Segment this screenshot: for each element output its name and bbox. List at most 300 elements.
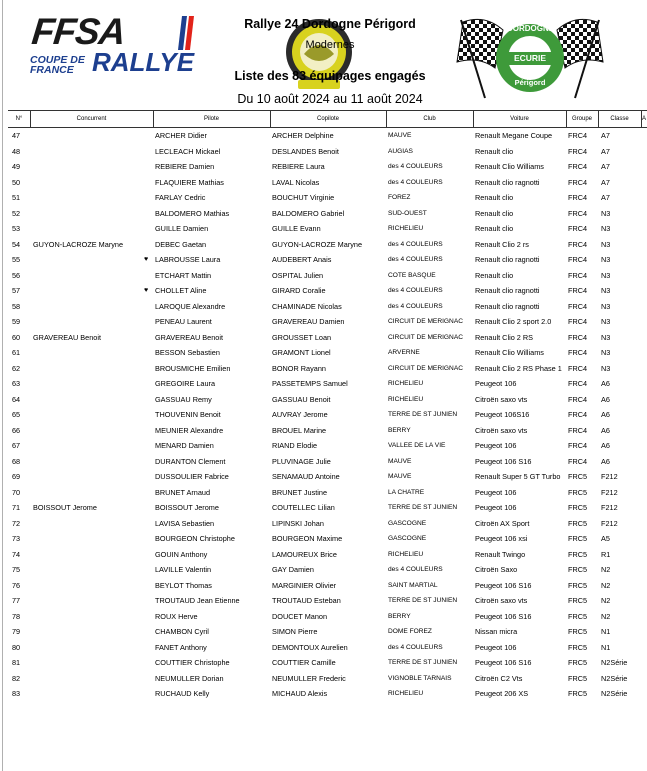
table-row <box>8 500 647 516</box>
table-row <box>8 237 647 253</box>
table-row <box>8 547 647 563</box>
cell-classe: A6 <box>601 456 610 466</box>
cell-voiture: Renault clio ragnotti <box>475 301 540 311</box>
cell-classe: A7 <box>601 162 610 171</box>
cell-copilote: DEMONTOUX Aurelien <box>272 642 348 652</box>
cell-copilote: SIMON Pierre <box>272 627 318 636</box>
cell-classe: A6 <box>601 425 610 435</box>
cell-no: 63 <box>12 379 21 388</box>
cell-club: BERRY <box>388 426 411 434</box>
cell-club: TERRE DE ST JUNIEN <box>388 411 458 418</box>
cell-no: 80 <box>12 642 21 652</box>
cell-pilote: GOUIN Anthony <box>155 549 208 559</box>
cell-no: 50 <box>12 177 21 187</box>
table-row <box>8 578 647 594</box>
cell-voiture: Renault Twingo <box>475 549 526 559</box>
cell-no: 67 <box>12 441 21 450</box>
cell-groupe: FRC4 <box>568 425 588 435</box>
cell-copilote: GUILLE Evann <box>272 224 321 233</box>
table-row <box>8 640 647 656</box>
page-left-border <box>2 0 3 771</box>
col-header-club: Club <box>423 116 436 122</box>
cell-club: des 4 COULEURS <box>388 566 443 573</box>
cell-groupe: FRC4 <box>568 162 588 171</box>
cell-no: 75 <box>12 565 21 574</box>
table-row <box>8 469 647 485</box>
cell-no: 58 <box>12 301 21 311</box>
cell-pilote: RUCHAUD Kelly <box>155 689 210 698</box>
cell-groupe: FRC5 <box>568 472 588 481</box>
table-row <box>8 671 647 687</box>
cell-classe: N3 <box>601 270 611 280</box>
cell-copilote: TROUTAUD Esteban <box>272 596 341 605</box>
cell-voiture: Renault clio <box>475 224 514 233</box>
cell-concurrent: GUYON-LACROZE Maryne <box>33 239 124 249</box>
col-header-groupe: Groupe <box>571 116 592 122</box>
cell-no: 56 <box>12 270 21 280</box>
cell-copilote: DESLANDES Benoit <box>272 146 339 156</box>
cell-club: MAUVE <box>388 457 412 465</box>
table-body <box>8 128 647 702</box>
cell-groupe: FRC4 <box>568 131 588 140</box>
cell-no: 68 <box>12 456 21 466</box>
event-subtitle: Modernes <box>305 39 355 51</box>
cell-no: 78 <box>12 611 21 621</box>
col-header-copilote: Copilote <box>316 116 339 122</box>
cell-groupe: FRC5 <box>568 658 588 667</box>
cell-classe: A7 <box>601 177 610 187</box>
cell-no: 62 <box>12 363 21 373</box>
cell-voiture: Renault clio ragnotti <box>475 286 540 295</box>
cell-classe: N3 <box>601 224 611 233</box>
cell-no: 60 <box>12 332 21 342</box>
cell-pilote: FANET Anthony <box>155 642 207 652</box>
cell-groupe: FRC5 <box>568 534 588 543</box>
cell-pilote: DEBEC Gaetan <box>155 239 207 249</box>
cell-club: TERRE DE ST JUNIEN <box>388 659 458 666</box>
cell-copilote: PASSETEMPS Samuel <box>272 379 348 388</box>
cell-groupe: FRC5 <box>568 565 588 574</box>
ecurie-dordogne-logo <box>455 12 605 102</box>
col-header-concurrent: Concurrent <box>76 116 107 122</box>
cell-no: 64 <box>12 394 21 404</box>
cell-no: 73 <box>12 534 21 543</box>
table-row <box>8 159 647 175</box>
ffsa-stripes-icon <box>178 16 194 50</box>
table-row <box>8 283 647 299</box>
table-row <box>8 407 647 423</box>
cell-classe: F212 <box>601 503 618 512</box>
cell-pilote: NEUMULLER Dorian <box>155 673 224 683</box>
table-row <box>8 655 647 671</box>
cell-voiture: Renault Super 5 GT Turbo <box>475 472 561 481</box>
cell-club: BERRY <box>388 612 411 620</box>
col-header-pilote: Pilote <box>203 116 219 122</box>
cell-club: ARVERNE <box>388 349 420 356</box>
cell-groupe: FRC5 <box>568 487 588 497</box>
table-row <box>8 190 647 206</box>
cell-voiture: Peugeot 106 S16 <box>475 658 532 667</box>
cell-voiture: Renault clio <box>475 208 514 218</box>
cell-pilote: BRUNET Arnaud <box>155 487 211 497</box>
cell-classe: N2 <box>601 611 611 621</box>
cell-pilote: GASSUAU Remy <box>155 394 212 404</box>
cell-classe: N2 <box>601 596 611 605</box>
cell-groupe: FRC5 <box>568 642 588 652</box>
cell-copilote: GIRARD Coralie <box>272 286 326 295</box>
cell-pilote: LAVILLE Valentin <box>155 565 212 574</box>
table-row <box>8 438 647 454</box>
cell-classe: F212 <box>601 518 618 528</box>
cell-pilote: TROUTAUD Jean Etienne <box>155 596 240 605</box>
cell-groupe: FRC4 <box>568 146 588 156</box>
cell-voiture: Renault Clio Williams <box>475 348 544 357</box>
table-row <box>8 252 647 268</box>
cell-club: RICHELIEU <box>388 690 424 697</box>
table-row <box>8 609 647 625</box>
cell-copilote: REBIERE Laura <box>272 162 325 171</box>
cell-club: des 4 COULEURS <box>388 178 443 186</box>
cell-groupe: FRC4 <box>568 193 588 202</box>
cell-classe: N1 <box>601 642 611 652</box>
table-row <box>8 376 647 392</box>
cell-groupe: FRC5 <box>568 580 588 590</box>
cell-voiture: Peugeot 106 <box>475 379 517 388</box>
cell-groupe: FRC5 <box>568 549 588 559</box>
col-header-no: N° <box>15 116 23 122</box>
cell-copilote: LIPINSKI Johan <box>272 518 324 528</box>
cell-pilote: GRAVEREAU Benoit <box>155 332 223 342</box>
cell-voiture: Nissan micra <box>475 627 518 636</box>
event-dates: Du 10 août 2024 au 11 août 2024 <box>237 92 423 106</box>
cell-female-marker: ♥ <box>144 287 149 294</box>
table-row <box>8 624 647 640</box>
cell-copilote: GRAMONT Lionel <box>272 348 331 357</box>
cell-classe: N3 <box>601 239 611 249</box>
col-header-classe: Classe <box>610 116 629 122</box>
cell-club: VIGNOBLE TARNAIS <box>388 674 452 682</box>
cell-no: 70 <box>12 487 21 497</box>
cell-groupe: FRC4 <box>568 379 588 388</box>
cell-no: 76 <box>12 580 21 590</box>
cell-classe: N3 <box>601 301 611 311</box>
cell-copilote: GAY Damien <box>272 565 314 574</box>
cell-groupe: FRC4 <box>568 255 588 264</box>
cell-club: GASCOGNE <box>388 519 427 527</box>
cell-no: 52 <box>12 208 21 218</box>
cell-voiture: Peugeot 206 XS <box>475 689 529 698</box>
logo-bottom-text: Périgord <box>514 78 546 87</box>
table-row <box>8 175 647 191</box>
cell-groupe: FRC4 <box>568 239 588 249</box>
table-row <box>8 392 647 408</box>
cell-pilote: BALDOMERO Mathias <box>155 208 230 218</box>
cell-pilote: GREGOIRE Laura <box>155 379 216 388</box>
cell-copilote: SENAMAUD Antoine <box>272 472 340 481</box>
cell-club: CIRCUIT DE MERIGNAC <box>388 364 463 372</box>
table-row <box>8 330 647 346</box>
cell-no: 49 <box>12 162 21 171</box>
cell-no: 48 <box>12 146 21 156</box>
cell-classe: A7 <box>601 131 610 140</box>
cell-copilote: GASSUAU Benoit <box>272 394 331 404</box>
cell-club: des 4 COULEURS <box>388 163 443 170</box>
cell-no: 65 <box>12 410 21 419</box>
cell-copilote: CHAMINADE Nicolas <box>272 301 342 311</box>
cell-voiture: Citroën Saxo <box>475 565 518 574</box>
cell-copilote: LAMOUREUX Brice <box>272 549 337 559</box>
cell-classe: N3 <box>601 255 611 264</box>
cell-copilote: DOUCET Manon <box>272 611 328 621</box>
cell-copilote: BROUEL Marine <box>272 425 327 435</box>
cell-classe: F212 <box>601 472 618 481</box>
cell-club: DOME FOREZ <box>388 628 432 635</box>
cell-club: COTE BASQUE <box>388 271 436 279</box>
cell-club: des 4 COULEURS <box>388 240 443 248</box>
cell-copilote: AUVRAY Jerome <box>272 410 328 419</box>
cell-classe: A5 <box>601 534 610 543</box>
cell-classe: A6 <box>601 394 610 404</box>
cell-voiture: Renault clio <box>475 193 514 202</box>
cell-voiture: Citroën saxo vts <box>475 394 528 404</box>
cell-pilote: MEUNIER Alexandre <box>155 425 224 435</box>
cell-no: 74 <box>12 549 21 559</box>
cell-copilote: LAVAL Nicolas <box>272 177 320 187</box>
cell-pilote: LECLEACH Mickael <box>155 146 221 156</box>
cell-classe: A7 <box>601 146 610 156</box>
cell-classe: N3 <box>601 208 611 218</box>
cell-groupe: FRC5 <box>568 611 588 621</box>
cell-club: LA CHATRE <box>388 488 425 496</box>
table-row <box>8 686 647 702</box>
cell-classe: A6 <box>601 410 610 419</box>
cell-groupe: FRC4 <box>568 317 588 326</box>
cell-groupe: FRC4 <box>568 301 588 311</box>
cell-no: 66 <box>12 425 21 435</box>
cell-pilote: ETCHART Mattin <box>155 270 212 280</box>
cell-concurrent: GRAVEREAU Benoit <box>33 332 101 342</box>
cell-voiture: Renault Megane Coupe <box>475 131 553 140</box>
cell-pilote: BROUSMICHE Emilien <box>155 363 231 373</box>
col-header-voiture: Voiture <box>510 116 529 122</box>
table-row <box>8 454 647 470</box>
cell-voiture: Peugeot 106 <box>475 487 517 497</box>
cell-club: RICHELIEU <box>388 550 424 558</box>
cell-club: RICHELIEU <box>388 380 424 387</box>
table-row <box>8 268 647 284</box>
cell-voiture: Renault Clio 2 RS <box>475 332 533 342</box>
logo-badge-text: ECURIE <box>513 53 547 63</box>
cell-no: 69 <box>12 472 21 481</box>
cell-club: des 4 COULEURS <box>388 302 443 310</box>
table-row <box>8 206 647 222</box>
cell-voiture: Citroën AX Sport <box>475 518 530 528</box>
cell-voiture: Peugeot 106S16 <box>475 410 530 419</box>
cell-club: MAUVE <box>388 132 412 139</box>
table-row <box>8 485 647 501</box>
cell-voiture: Peugeot 106 <box>475 642 517 652</box>
cell-pilote: FLAQUIERE Mathias <box>155 177 224 187</box>
cell-classe: N2 <box>601 580 611 590</box>
cell-copilote: GUYON-LACROZE Maryne <box>272 239 363 249</box>
cell-no: 79 <box>12 627 21 636</box>
cell-pilote: COUTTIER Christophe <box>155 658 230 667</box>
cell-no: 81 <box>12 658 21 667</box>
cell-club: des 4 COULEURS <box>388 643 443 651</box>
cell-no: 72 <box>12 518 21 528</box>
cell-groupe: FRC4 <box>568 456 588 466</box>
cell-no: 59 <box>12 317 21 326</box>
col-header-extra: A <box>641 116 646 122</box>
table-header <box>8 110 647 128</box>
cell-copilote: COUTELLEC Lilian <box>272 503 335 512</box>
cell-pilote: CHAMBON Cyril <box>155 627 209 636</box>
cell-groupe: FRC5 <box>568 503 588 512</box>
cell-classe: N3 <box>601 332 611 342</box>
cell-copilote: RIAND Elodie <box>272 441 318 450</box>
cell-pilote: BESSON Sebastien <box>155 348 220 357</box>
cell-club: SUD-OUEST <box>388 209 427 217</box>
cell-classe: A6 <box>601 441 610 450</box>
cell-no: 77 <box>12 596 21 605</box>
cell-copilote: BOURGEON Maxime <box>272 534 343 543</box>
rallye-wordmark: RALLYE <box>92 47 195 77</box>
cell-club: RICHELIEU <box>388 395 424 403</box>
cell-groupe: FRC5 <box>568 596 588 605</box>
cell-classe: N3 <box>601 286 611 295</box>
cell-groupe: FRC4 <box>568 224 588 233</box>
cell-no: 83 <box>12 689 21 698</box>
cell-classe: N3 <box>601 317 611 326</box>
cell-copilote: BOUCHUT Virginie <box>272 193 335 202</box>
cell-no: 61 <box>12 348 21 357</box>
cell-groupe: FRC4 <box>568 363 588 373</box>
cell-voiture: Peugeot 106 S16 <box>475 580 532 590</box>
table-row <box>8 299 647 315</box>
cell-voiture: Renault clio ragnotti <box>475 255 540 264</box>
cell-groupe: FRC4 <box>568 208 588 218</box>
cell-copilote: PLUVINAGE Julie <box>272 456 331 466</box>
cell-groupe: FRC4 <box>568 441 588 450</box>
table-row <box>8 144 647 160</box>
cell-groupe: FRC5 <box>568 689 588 698</box>
cell-groupe: FRC4 <box>568 332 588 342</box>
cell-no: 51 <box>12 193 21 202</box>
cell-classe: F212 <box>601 487 618 497</box>
logo-top-text: DORDOGNE <box>507 24 555 33</box>
cell-voiture: Renault Clio Williams <box>475 162 544 171</box>
cell-club: TERRE DE ST JUNIEN <box>388 504 458 511</box>
cell-copilote: ARCHER Delphine <box>272 131 334 140</box>
cell-club: VALLEE DE LA VIE <box>388 442 446 449</box>
cell-classe: N2Série <box>601 658 628 667</box>
cell-pilote: PENEAU Laurent <box>155 317 212 326</box>
cell-copilote: GRAVEREAU Damien <box>272 317 345 326</box>
cell-copilote: BONOR Rayann <box>272 363 326 373</box>
cell-classe: N3 <box>601 348 611 357</box>
cell-pilote: LAROQUE Alexandre <box>155 301 226 311</box>
cell-voiture: Renault clio ragnotti <box>475 177 540 187</box>
cell-pilote: ROUX Herve <box>155 611 198 621</box>
cell-club: FOREZ <box>388 194 411 201</box>
cell-no: 71 <box>12 503 21 512</box>
cell-voiture: Renault Clio 2 rs <box>475 239 529 249</box>
table-row <box>8 128 647 144</box>
cell-pilote: FARLAY Cedric <box>155 193 206 202</box>
cell-copilote: MICHAUD Alexis <box>272 689 328 698</box>
cell-no: 55 <box>12 255 21 264</box>
cell-groupe: FRC4 <box>568 410 588 419</box>
cell-club: TERRE DE ST JUNIEN <box>388 597 458 604</box>
cell-voiture: Peugeot 106 S16 <box>475 611 532 621</box>
cell-groupe: FRC4 <box>568 177 588 187</box>
cell-club: GASCOGNE <box>388 535 427 542</box>
cell-copilote: AUDEBERT Anais <box>272 255 332 264</box>
cell-club: RICHELIEU <box>388 225 424 232</box>
cell-voiture: Peugeot 106 S16 <box>475 456 532 466</box>
cell-classe: N2 <box>601 565 611 574</box>
cell-groupe: FRC5 <box>568 627 588 636</box>
cell-groupe: FRC4 <box>568 394 588 404</box>
cell-pilote: BEYLOT Thomas <box>155 580 212 590</box>
cell-classe: N1 <box>601 627 611 636</box>
entry-list-title: Liste des 83 équipages engagés <box>234 69 426 83</box>
cell-pilote: ARCHER Didier <box>155 131 207 140</box>
cell-voiture: Renault clio <box>475 270 514 280</box>
cell-pilote: LABROUSSE Laura <box>155 255 221 264</box>
cell-copilote: OSPITAL Julien <box>272 270 324 280</box>
cell-classe: N2Série <box>601 689 628 698</box>
cell-pilote: GUILLE Damien <box>155 224 209 233</box>
cell-club: CIRCUIT DE MERIGNAC <box>388 318 463 325</box>
table-row <box>8 345 647 361</box>
cell-no: 54 <box>12 239 21 249</box>
cell-classe: A6 <box>601 379 610 388</box>
cell-groupe: FRC4 <box>568 286 588 295</box>
cell-classe: N3 <box>601 363 611 373</box>
cell-classe: A7 <box>601 193 610 202</box>
table-row <box>8 423 647 439</box>
cell-voiture: Peugeot 106 <box>475 503 517 512</box>
cell-club: AUGIAS <box>388 147 413 155</box>
cell-voiture: Renault Clio 2 sport 2.0 <box>475 317 552 326</box>
cell-pilote: DUSSOULIER Fabrice <box>155 472 229 481</box>
cell-pilote: THOUVENIN Benoit <box>155 410 221 419</box>
cell-groupe: FRC5 <box>568 518 588 528</box>
cell-copilote: BRUNET Justine <box>272 487 328 497</box>
cell-copilote: NEUMULLER Frederic <box>272 673 346 683</box>
cell-voiture: Citroën C2 Vts <box>475 673 523 683</box>
table-row <box>8 562 647 578</box>
cell-pilote: CHOLLET Aline <box>155 286 207 295</box>
cell-club: MAUVE <box>388 473 412 480</box>
table-row <box>8 361 647 377</box>
table-row <box>8 516 647 532</box>
cell-club: des 4 COULEURS <box>388 287 443 294</box>
table-row <box>8 593 647 609</box>
cell-no: 57 <box>12 286 21 295</box>
cell-pilote: LAVISA Sebastien <box>155 518 215 528</box>
table-row <box>8 314 647 330</box>
cell-pilote: BOISSOUT Jerome <box>155 503 219 512</box>
cell-voiture: Peugeot 106 xsi <box>475 534 528 543</box>
cell-voiture: Citroën saxo vts <box>475 425 528 435</box>
coupe-de-france: COUPE DE FRANCE <box>30 54 85 76</box>
cell-no: 82 <box>12 673 21 683</box>
cell-pilote: REBIERE Damien <box>155 162 215 171</box>
cell-pilote: MENARD Damien <box>155 441 214 450</box>
entry-list-table <box>8 110 647 702</box>
